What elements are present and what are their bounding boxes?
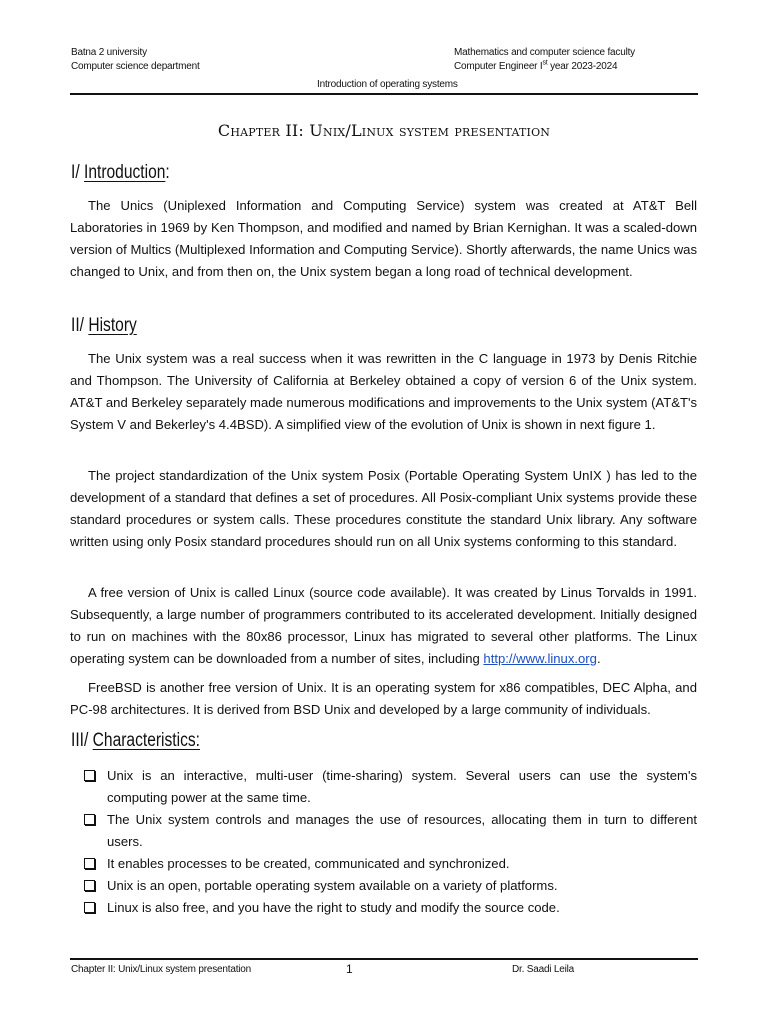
section-title-suffix: :: [165, 162, 170, 183]
header-year-range: year 2023-2024: [547, 61, 618, 72]
list-item-text: The Unix system controls and manages the use of resources, allocating them in turn to different users.: [107, 812, 697, 849]
checkbox-bullet-icon: [84, 858, 95, 869]
characteristics-list: [82, 765, 697, 919]
section-title-text: Characteristics:: [92, 730, 201, 751]
header-right: [454, 46, 635, 74]
paragraph-history-2: The project standardization of the Unix system Posix (Portable Operating System UnIX ) has led to the development of a standard that defines a set of procedures. All Posix-compliant Unix systems provide these standard procedures or system calls. These procedures constitute the standard Unix library. Any software written using only Posix standard procedures should run on all Unix systems conforming to this standard.: [70, 468, 697, 549]
list-item: [82, 765, 697, 809]
list-item: [82, 875, 697, 897]
header-course: Introduction of operating systems: [317, 79, 458, 90]
footer-page-number: 1: [346, 962, 353, 976]
list-item-text: Unix is an interactive, multi-user (time-sharing) system. Several users can use the system's computing power at the same time.: [107, 768, 697, 805]
header-year: [454, 60, 635, 74]
section-number: II/: [71, 315, 89, 336]
header-faculty: Mathematics and computer science faculty: [454, 47, 635, 58]
linux-org-link[interactable]: http://www.linux.org: [483, 651, 597, 666]
section-title-introduction: [71, 162, 170, 184]
list-item: [82, 809, 697, 853]
header-department: Computer science department: [71, 61, 200, 72]
section-title-characteristics: [71, 730, 200, 752]
section-title-history: [71, 315, 137, 337]
footer-chapter: Chapter II: Unix/Linux system presentation: [71, 964, 252, 975]
paragraph-history-3: [70, 582, 697, 670]
checkbox-bullet-icon: [84, 814, 95, 825]
header-year-sup: st: [542, 59, 548, 67]
paragraph-history-4: FreeBSD is another free version of Unix. It is an operating system for x86 compatibles, DEC Alpha, and PC-98 architectures. It is derived from BSD Unix and developed by a large community of individuals.: [70, 680, 697, 717]
footer-divider: [70, 958, 698, 960]
section-number: I/: [71, 162, 84, 183]
header-left: [71, 46, 200, 74]
footer-author: Dr. Saadi Leila: [512, 964, 575, 975]
chapter-title: Chapter II: Unix/Linux system presentation: [217, 121, 551, 140]
section-title-text: Introduction: [83, 162, 166, 183]
header-university: Batna 2 university: [71, 47, 147, 58]
list-item-text: It enables processes to be created, communicated and synchronized.: [107, 856, 510, 871]
paragraph-text: A free version of Unix is called Linux (source code available). It was created by Linus Torvalds in 1991. Subsequently, a large number of programmers contributed to its accelerated development. Initially designed to run on machines with the 80x86 processor, Linux has migrated to several other platforms. The Linux operating system can be downloaded from a number of sites, including: [70, 585, 697, 666]
paragraph-end: .: [596, 651, 601, 666]
checkbox-bullet-icon: [84, 880, 95, 891]
checkbox-bullet-icon: [84, 902, 95, 913]
section-number: III/: [71, 730, 93, 751]
list-item: [82, 853, 697, 875]
paragraph-introduction: The Unics (Uniplexed Information and Computing Service) system was created at AT&T Bell Laboratories in 1969 by Ken Thompson, and modified and named by Brian Kernighan. It was a scaled-down version of Multics (Multiplexed Information and Computing Service). Shortly afterwards, the name Unics was changed to Unix, and from then on, the Unix system began a long road of technical development.: [70, 198, 697, 279]
checkbox-bullet-icon: [84, 770, 95, 781]
section-title-text: History: [88, 315, 137, 336]
list-item-text: Unix is an open, portable operating system available on a variety of platforms.: [107, 878, 558, 893]
header-year-level: Computer Engineer I: [454, 61, 543, 72]
paragraph-history-1: The Unix system was a real success when it was rewritten in the C language in 1973 by Denis Ritchie and Thompson. The University of California at Berkeley obtained a copy of version 6 of the Unix system. AT&T and Berkeley separately made numerous modifications and improvements to the Unix system (AT&T's System V and Bekerley's 4.4BSD). A simplified view of the evolution of Unix is shown in next figure 1.: [70, 351, 697, 432]
header-divider: [70, 93, 698, 95]
list-item: [82, 897, 697, 919]
list-item-text: Linux is also free, and you have the right to study and modify the source code.: [107, 900, 560, 915]
